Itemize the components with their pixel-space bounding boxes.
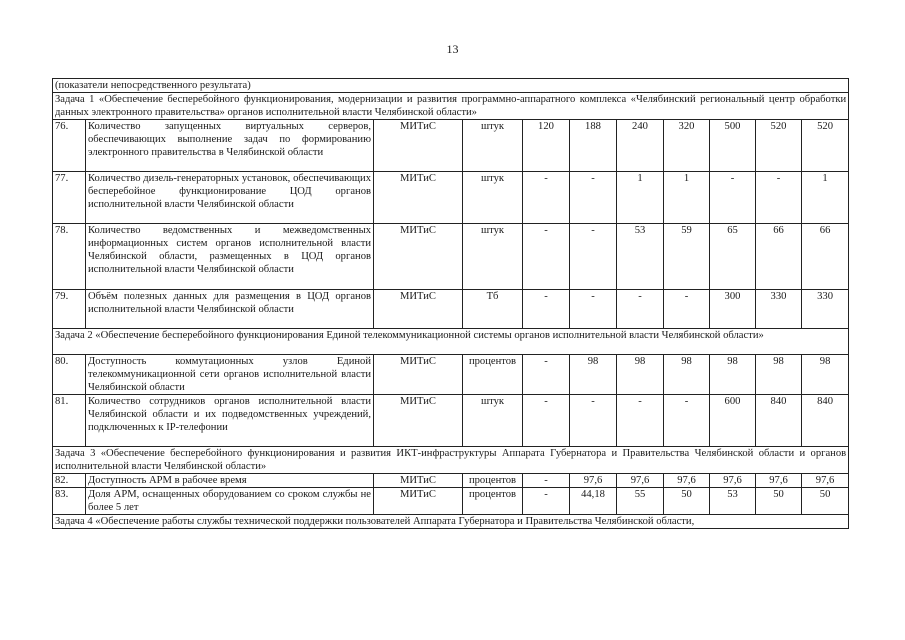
value-cell: - (664, 395, 710, 447)
value-cell: 50 (802, 488, 849, 515)
value-cell: 840 (802, 395, 849, 447)
table-row (53, 290, 849, 329)
value-cell: - (617, 395, 664, 447)
section-header: (показатели непосредственного результата) (53, 79, 849, 93)
responsible-org: МИТиС (374, 224, 463, 290)
responsible-org: МИТиС (374, 488, 463, 515)
value-cell: 97,6 (756, 474, 802, 488)
table-row (53, 93, 849, 120)
row-number: 77. (53, 172, 86, 224)
responsible-org: МИТиС (374, 355, 463, 395)
value-cell: 97,6 (570, 474, 617, 488)
responsible-org: МИТиС (374, 474, 463, 488)
value-cell: - (523, 172, 570, 224)
value-cell: - (664, 290, 710, 329)
value-cell: 500 (710, 120, 756, 172)
value-cell: 98 (664, 355, 710, 395)
unit: штук (463, 172, 523, 224)
value-cell: 98 (710, 355, 756, 395)
table-row (53, 395, 849, 447)
value-cell: 1 (617, 172, 664, 224)
indicator-name: Количество ведомственных и межведомственных информационных систем органов исполнительной власти Челябинской области, размещенных в ЦОД органов исполнительной власти Челябинской области (86, 224, 374, 290)
value-cell: 98 (756, 355, 802, 395)
indicator-name: Количество дизель-генераторных установок, обеспечивающих бесперебойное функционирование ЦОД органов исполнительной власти Челябинской области (86, 172, 374, 224)
value-cell: - (570, 395, 617, 447)
table-row (53, 172, 849, 224)
value-cell: 1 (802, 172, 849, 224)
value-cell: 66 (756, 224, 802, 290)
row-number: 81. (53, 395, 86, 447)
value-cell: 97,6 (617, 474, 664, 488)
value-cell: - (756, 172, 802, 224)
task-heading: Задача 2 «Обеспечение бесперебойного функционирования Единой телекоммуникационной системы органов исполнительной власти Челябинской области» (53, 329, 849, 355)
unit: штук (463, 395, 523, 447)
value-cell: 320 (664, 120, 710, 172)
indicator-name: Доступность коммутационных узлов Единой телекоммуникационной сети органов исполнительной власти Челябинской области (86, 355, 374, 395)
value-cell: 55 (617, 488, 664, 515)
value-cell: 1 (664, 172, 710, 224)
value-cell: 97,6 (710, 474, 756, 488)
value-cell: 98 (617, 355, 664, 395)
table-row (53, 224, 849, 290)
value-cell: 97,6 (664, 474, 710, 488)
table-row (53, 447, 849, 474)
value-cell: 840 (756, 395, 802, 447)
task-heading: Задача 1 «Обеспечение бесперебойного функционирования, модернизации и развития программно-аппаратного комплекса «Челябинский региональный центр обработки данных электронного правительства» органов исполнительной власти Челябинской области» (53, 93, 849, 120)
table-row (53, 355, 849, 395)
value-cell: 44,18 (570, 488, 617, 515)
value-cell: 600 (710, 395, 756, 447)
value-cell: 300 (710, 290, 756, 329)
row-number: 83. (53, 488, 86, 515)
value-cell: 120 (523, 120, 570, 172)
indicator-name: Доля АРМ, оснащенных оборудованием со сроком службы не более 5 лет (86, 488, 374, 515)
responsible-org: МИТиС (374, 290, 463, 329)
unit: процентов (463, 488, 523, 515)
value-cell: 330 (802, 290, 849, 329)
task-heading: Задача 3 «Обеспечение бесперебойного функционирования и развития ИКТ-инфраструктуры Аппарата Губернатора и Правительства Челябинской области и органов исполнительной власти Челябинской области» (53, 447, 849, 474)
task-heading: Задача 4 «Обеспечение работы службы технической поддержки пользователей Аппарата Губернатора и Правительства Челябинской области, (53, 515, 849, 529)
responsible-org: МИТиС (374, 395, 463, 447)
value-cell: 240 (617, 120, 664, 172)
unit: штук (463, 120, 523, 172)
table-row (53, 79, 849, 93)
value-cell: 59 (664, 224, 710, 290)
unit: процентов (463, 474, 523, 488)
value-cell: 97,6 (802, 474, 849, 488)
value-cell: 65 (710, 224, 756, 290)
value-cell: - (617, 290, 664, 329)
responsible-org: МИТиС (374, 172, 463, 224)
indicator-name: Количество запущенных виртуальных серверов, обеспечивающих выполнение задач по формированию электронного правительства в Челябинской области (86, 120, 374, 172)
value-cell: 98 (570, 355, 617, 395)
page-number: 13 (446, 42, 459, 56)
value-cell: 330 (756, 290, 802, 329)
indicator-name: Объём полезных данных для размещения в ЦОД органов исполнительной власти Челябинской области (86, 290, 374, 329)
value-cell: - (570, 172, 617, 224)
responsible-org: МИТиС (374, 120, 463, 172)
value-cell: 98 (802, 355, 849, 395)
value-cell: - (710, 172, 756, 224)
value-cell: 520 (802, 120, 849, 172)
table-row (53, 488, 849, 515)
value-cell: 520 (756, 120, 802, 172)
value-cell: - (523, 395, 570, 447)
value-cell: - (570, 224, 617, 290)
row-number: 80. (53, 355, 86, 395)
value-cell: - (523, 488, 570, 515)
value-cell: 188 (570, 120, 617, 172)
value-cell: 66 (802, 224, 849, 290)
unit: Тб (463, 290, 523, 329)
unit: штук (463, 224, 523, 290)
indicators-table (52, 78, 849, 529)
row-number: 76. (53, 120, 86, 172)
value-cell: - (523, 290, 570, 329)
value-cell: 53 (710, 488, 756, 515)
table-row (53, 515, 849, 529)
indicator-name: Количество сотрудников органов исполнительной власти Челябинской области и их подведомственных учреждений, подключенных к IP-телефонии (86, 395, 374, 447)
value-cell: 50 (756, 488, 802, 515)
value-cell: - (523, 224, 570, 290)
row-number: 79. (53, 290, 86, 329)
value-cell: - (523, 474, 570, 488)
table-row (53, 329, 849, 355)
unit: процентов (463, 355, 523, 395)
row-number: 82. (53, 474, 86, 488)
value-cell: - (570, 290, 617, 329)
indicator-name: Доступность АРМ в рабочее время (86, 474, 374, 488)
value-cell: 53 (617, 224, 664, 290)
value-cell: 50 (664, 488, 710, 515)
table-row (53, 120, 849, 172)
table-row (53, 474, 849, 488)
row-number: 78. (53, 224, 86, 290)
value-cell: - (523, 355, 570, 395)
